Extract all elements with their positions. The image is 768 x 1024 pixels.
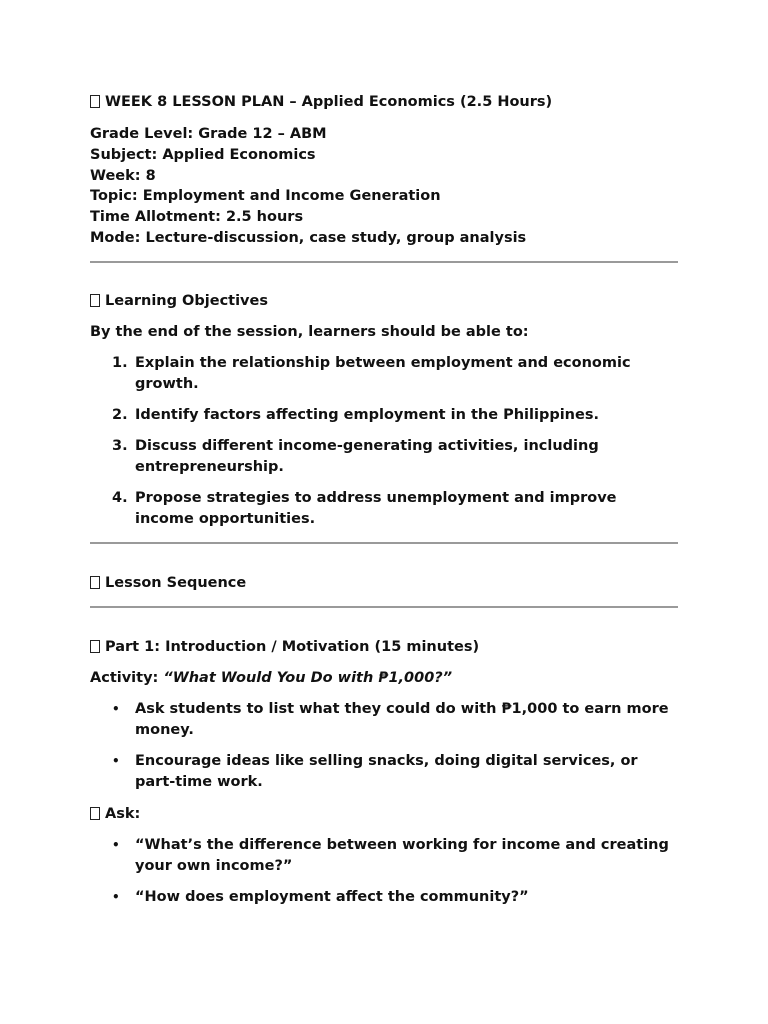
- list-item: 2. Identify factors affecting employment in the Philippines.: [90, 405, 678, 426]
- list-item: • “How does employment affect the community?”: [90, 887, 678, 908]
- list-item: 4. Propose strategies to address unemployment and improve income opportunities.: [112, 489, 617, 527]
- sequence-heading: Lesson Sequence: [90, 573, 678, 594]
- list-number: 1.: [112, 354, 128, 371]
- part1-heading: Part 1: Introduction / Motivation (15 minutes): [90, 637, 678, 658]
- question-icon: [90, 807, 100, 820]
- meta-grade-level: Grade Level: Grade 12 – ABM: [90, 126, 327, 142]
- clipboard-icon: [90, 95, 100, 108]
- list-item: 1. Explain the relationship between employment and economic growth.: [112, 354, 631, 392]
- sparkle-icon: [90, 640, 100, 653]
- bullet-icon: •: [112, 837, 120, 852]
- list-number: 4.: [112, 489, 128, 506]
- meta-topic: Topic: Employment and Income Generation: [90, 188, 441, 205]
- meta-time-allotment: Time Allotment: 2.5 hours: [90, 209, 304, 226]
- list-number: 3.: [112, 437, 128, 454]
- meta-subject: Subject: Applied Economics: [90, 146, 316, 163]
- activity-bullets: [90, 699, 678, 793]
- list-item: • Encourage ideas like selling snacks, doing digital services, or part-time work.: [112, 752, 638, 790]
- bullet-icon: •: [112, 889, 120, 904]
- activity-line: Activity: “What Would You Do with ₱1,000?”: [90, 669, 453, 686]
- bullet-icon: •: [112, 701, 120, 716]
- list-number: 2.: [112, 406, 128, 423]
- ask-bullets: [90, 835, 678, 908]
- target-icon: [90, 294, 100, 307]
- ask-heading: Ask:: [90, 804, 678, 825]
- list-item: 3. Discuss different income-generating activities, including entrepreneurship.: [112, 437, 599, 475]
- objectives-intro: By the end of the session, learners should be able to:: [90, 323, 529, 340]
- objectives-list: [90, 353, 678, 530]
- meta-week: Week: 8: [90, 167, 156, 184]
- bullet-icon: •: [112, 753, 120, 768]
- document-title: WEEK 8 LESSON PLAN – Applied Economics (2.5 Hours): [90, 92, 678, 113]
- list-item: • “What’s the difference between working for income and creating your own income?”: [112, 836, 669, 874]
- lesson-plan-document: [90, 91, 678, 908]
- meta-mode: Mode: Lecture-discussion, case study, group analysis: [90, 229, 527, 246]
- activity-title: “What Would You Do with ₱1,000?”: [163, 669, 453, 686]
- list-item: • Ask students to list what they could do with ₱1,000 to earn more money.: [112, 700, 669, 738]
- lesson-meta: [90, 124, 678, 249]
- book-icon: [90, 576, 100, 589]
- objectives-heading: Learning Objectives: [90, 291, 678, 312]
